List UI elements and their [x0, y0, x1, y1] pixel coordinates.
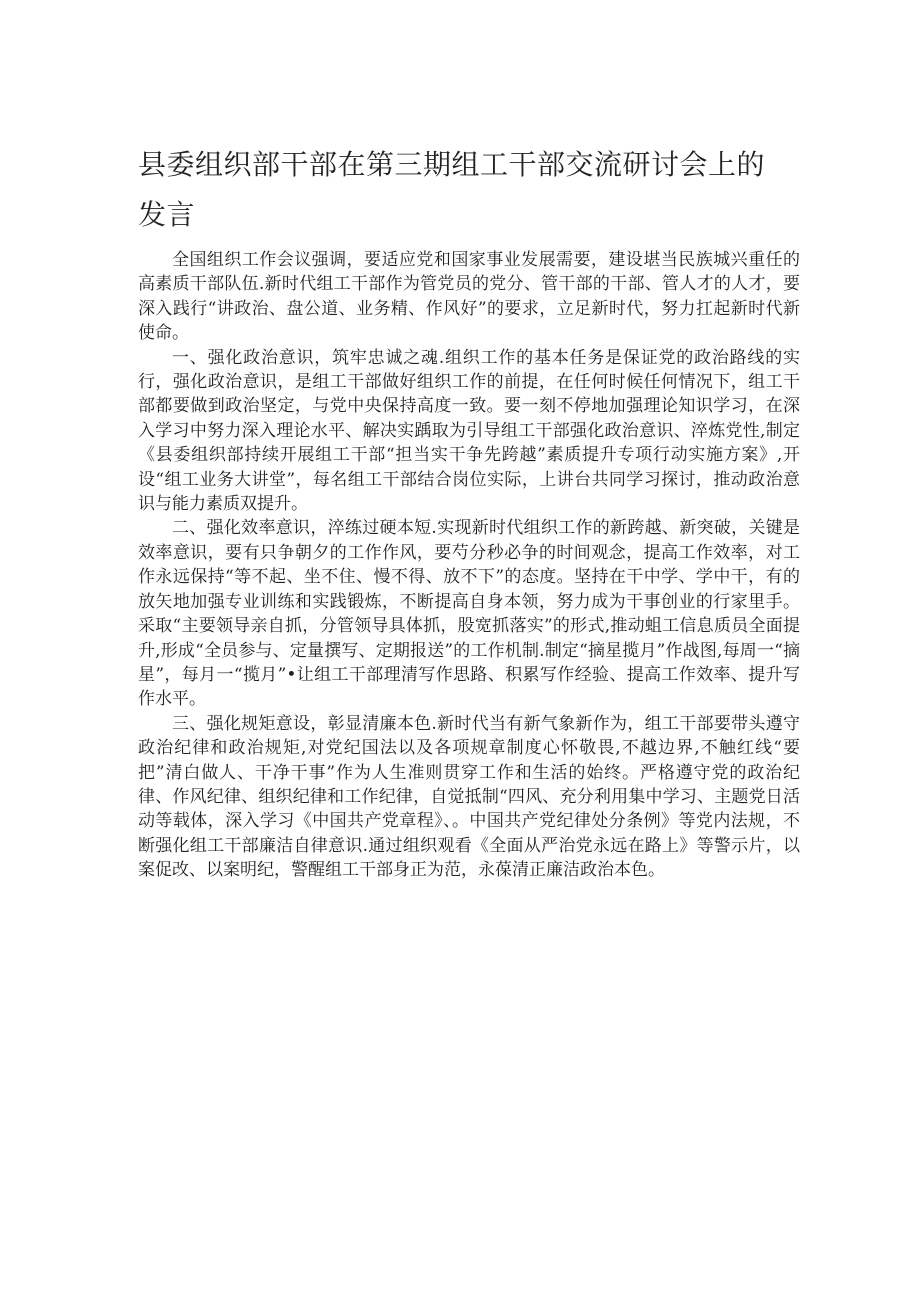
paragraph-intro: 全国组织工作会议强调，要适应党和国家事业发展需要，建设堪当民族城兴重任的高素质干部队伍.新时代组工干部作为管党员的党分、管干部的干部、管人才的人才，要深入践行“讲政治、盘公道、业务精、作风好”的要求，立足新时代，努力扛起新时代新使命。: [138, 250, 800, 344]
paragraph-rules-awareness: 三、强化规矩意设，彰显清廉本色.新时代当有新气象新作为，组工干部要带头遵守政治纪律和政治规矩,对党纪国法以及各项规章制度心怀敬畏,不越边界,不触红线“要把”清白做人、干净干事”作为人生准则贯穿工作和生活的始终。严格遵守党的政治纪律、作风纪律、组织纪律和工作纪律，自觉抵制“四风、充分利用集中学习、主题党日活动等载体，深入学习《中国共产党章程》、。中国共产党纪律处分条例》等党内法规，不断强化组工干部廉洁自律意识.通过组织观看《全面从严治党永远在路上》等警示片，以案促改、以案明纪，警醒组工干部身正为范，永葆清正廉洁政治本色。: [138, 713, 800, 881]
document-body: [138, 248, 800, 883]
paragraph-political-awareness: 一、强化政治意识，筑牢忠诚之魂.组织工作的基本任务是保证党的政治路线的实行，强化政治意识，是组工干部做好组织工作的前提，在任何时候任何情况下，组工干部都要做到政治坚定，与党中央保持高度一致。要一刻不停地加强理论知识学习，在深入学习中努力深入理论水平、解决实踽取为引导组工干部强化政治意识、淬炼党性,制定《县委组织部持续开展组工干部“担当实干争先跨越”素质提升专项行动实施方案》,开设“组工业务大讲堂”，每名组工干部结合岗位实际，上讲台共同学习探讨，推动政治意识与能力素质双提升。: [138, 347, 800, 515]
paragraph-efficiency-awareness: 二、强化效率意识，淬练过硬本短.实现新时代组织工作的新跨越、新突破，关键是效率意识，要有只争朝夕的工作作风，要芍分秒必争的时间观念，提高工作效率，对工作永远保持“等不起、坐不住、慢不得、放不下”的态度。坚持在干中学、学中干，有的放矢地加强专业训练和实践锻炼，不断提高自身本领，努力成为干事创业的行家里手。采取“主要领导亲自抓，分管领导具体抓，股宽抓落实”的形式,推动蛆工信息质员全面提升,形成“全员参与、定量撰写、定期报送”的工作机制.制定“摘星揽月”作战图,每周一“摘星”，每月一“揽月”•让组工干部理清写作思路、积累写作经验、提高工作效率、提升写作水平。: [138, 518, 800, 710]
document-title: 县委组织部干部在第三期组工干部交流研讨会上的发言: [138, 148, 766, 231]
